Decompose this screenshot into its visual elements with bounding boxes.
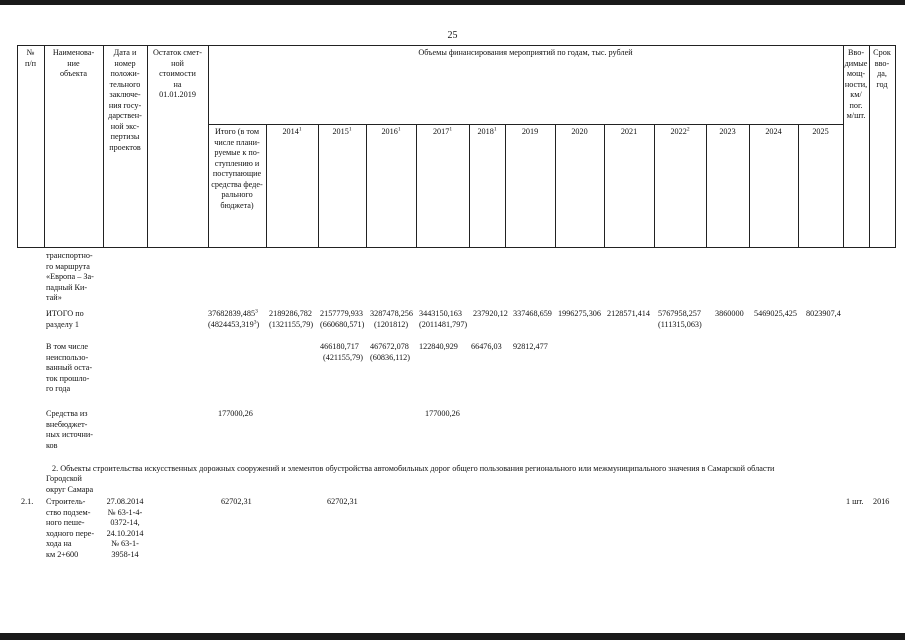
item21-name: Строитель- ство подзем- ного пеше- ходного пере- хода на км 2+600 — [46, 497, 95, 559]
header-num: № п/п — [24, 48, 37, 68]
extra-2017: 177000,26 — [425, 409, 460, 418]
year-header: 2015$^1$ — [332, 126, 352, 136]
section2-subtitle: Городской округ Самара — [46, 474, 94, 494]
header-total: Итого (в том числе плани- руемые к по- ступлению и поступающие средства феде- рального бюджета) — [211, 127, 263, 210]
itogo-2014: 2189286,782 — [269, 309, 312, 318]
header-name: Наименова- ние объекта — [52, 48, 95, 78]
itogo-label: ИТОГО по разделу 1 — [46, 309, 84, 329]
itogo-2015: 2157779,933 — [320, 309, 363, 318]
remainder-2019: 92812,477 — [513, 342, 548, 351]
item21-num: 2.1. — [21, 497, 34, 506]
extra-total: 177000,26 — [218, 409, 253, 418]
itogo-2025: 8023907,4 — [806, 309, 841, 318]
itogo-2016-federal: (1201812) — [374, 319, 409, 329]
year-header: 2017$^1$ — [432, 126, 453, 136]
header-expertise-date: Дата и номер положи- тельного заключе- ния госу- дарствен- ной экс- пертизы проектов — [108, 48, 142, 152]
remainder-2016-federal: (60836,112) — [370, 352, 410, 362]
year-header: 2022$^2$ — [670, 126, 690, 136]
itogo-2014-federal: (1321155,79) — [269, 319, 314, 329]
year-header: 2016$^1$ — [381, 126, 401, 136]
year-header: 2025 — [812, 127, 829, 136]
item21-total: 62702,31 — [221, 497, 252, 506]
itogo-2021: 2128571,414 — [607, 309, 650, 318]
itogo-2020: 1996275,306 — [558, 309, 601, 318]
year-header: 2020 — [571, 127, 588, 136]
itogo-2017: 3443150,163 — [419, 309, 462, 318]
year-header: 2014$^1$ — [282, 126, 302, 136]
header-funding: Объемы финансирования мероприятий по годам, тыс. рублей — [418, 48, 633, 57]
section2-title: 2. Объекты строительства искусственных дорожных сооружений и элементов обустройства автомобильных дорог общего пользования регионального или межмуниципального значения в Самарской области — [52, 464, 775, 473]
remainder-2018: 66476,03 — [471, 342, 502, 351]
itogo-2015-federal: (660680,571) — [320, 319, 365, 329]
item21-capacity: 1 шт. — [846, 497, 864, 506]
itogo-2017-federal: (2011481,797) — [419, 319, 468, 329]
page-number: 25 — [447, 30, 458, 41]
itogo-2022-federal: (111315,063) — [658, 319, 702, 329]
top-border — [0, 0, 905, 5]
year-header: 2019 — [521, 127, 539, 136]
header-term: Срок вво- да, год — [873, 48, 891, 89]
itogo-2018: 237920,12 — [473, 309, 508, 318]
item21-term: 2016 — [873, 497, 890, 506]
remainder-label: В том числе неиспользо- ванный оста- ток прошло- го года — [46, 342, 93, 393]
year-header: 2018$^1$ — [477, 126, 497, 136]
itogo-total-federal: (4824453,319$^3$) — [208, 318, 260, 329]
item21-2015: 62702,31 — [327, 497, 358, 506]
remainder-2017: 122840,929 — [419, 342, 458, 351]
itogo-2024: 5469025,425 — [754, 309, 797, 318]
item21-expertise: 27.08.2014 № 63-1-4- 0372-14, 24.10.2014 № 63-1- 3958-14 — [106, 497, 144, 559]
extra-label: Средства из внебюджет- ных источни- ков — [46, 409, 93, 450]
bottom-border — [0, 633, 905, 640]
header-capacity: Вво- димые мощ- ности, км/ пог. м/шт. — [844, 48, 868, 120]
remainder-2015-federal: (421155,79) — [323, 352, 363, 362]
itogo-total: 37682839,485$^3$ — [208, 308, 258, 318]
remainder-2016: 467672,078 — [370, 342, 409, 351]
year-header: 2023 — [719, 127, 736, 136]
itogo-2016: 3287478,256 — [370, 309, 413, 318]
itogo-2019: 337468,659 — [513, 309, 552, 318]
itogo-2023: 3860000 — [715, 309, 744, 318]
year-header: 2021 — [620, 127, 638, 136]
year-header: 2024 — [765, 127, 782, 136]
remainder-2015: 466180,717 — [320, 342, 359, 351]
continuation-text: транспортно- го маршрута «Европа – За- падный Ки- тай» — [46, 251, 94, 302]
itogo-2022: 5767958,257 — [658, 309, 701, 318]
header-balance: Остаток смет- ной стоимости на 01.01.2019 — [153, 48, 202, 99]
